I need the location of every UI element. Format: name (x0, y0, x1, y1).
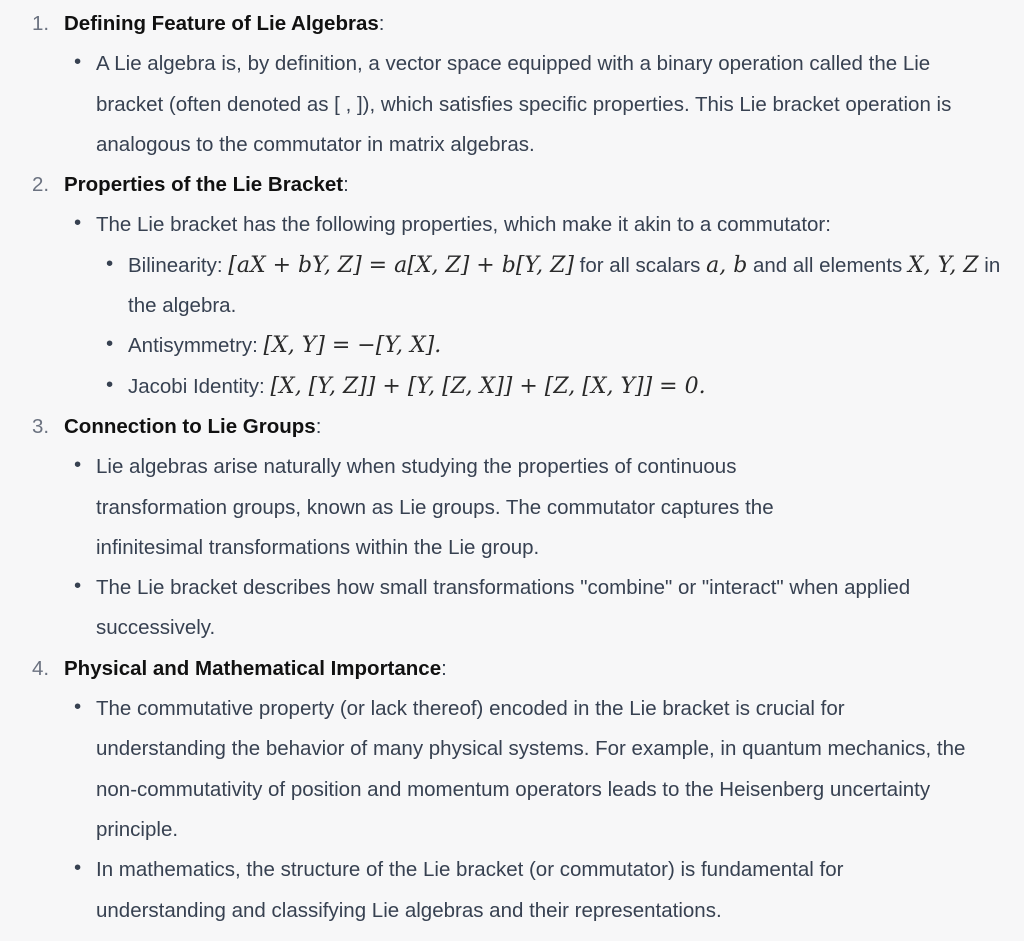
property-text: for all scalars (573, 253, 707, 277)
sub-bullet-jacobi (64, 367, 1024, 407)
property-text: and all elements (747, 253, 908, 277)
sub-bullet-list (64, 246, 1024, 407)
section-number: 3. (32, 414, 50, 438)
bullet-item: • The commutative property (or lack thereof) encoded in the Lie bracket is crucial for understanding the behavior of many physical systems. For example, in quantum mechanics, the non-commutativity of position and momentum operators leads to the Heisenberg uncertainty principle. (64, 689, 1024, 850)
bullet-list (64, 44, 1024, 165)
sub-bullet-antisymmetry (64, 326, 1024, 366)
bullet-item (64, 205, 1024, 406)
bullet-item: • A Lie algebra is, by definition, a vector space equipped with a binary operation called the Lie bracket (often denoted as [ , ]), which satisfies specific properties. This Lie bracket operation is analogous to the commutator in matrix algebras. (64, 44, 1024, 165)
bullet-item: • Lie algebras arise naturally when studying the properties of continuous transformation groups, known as Lie groups. The commutator captures the infinitesimal transformations within the Lie group. (64, 447, 1024, 568)
property-label: Antisymmetry: (128, 334, 264, 358)
section-number: 4. (32, 656, 50, 680)
section-4 (0, 649, 1024, 931)
section-number: 2. (32, 173, 50, 197)
bullet-list (64, 447, 1024, 648)
section-2 (0, 165, 1024, 407)
heading-colon: : (315, 414, 322, 438)
elements-formula: X, Y, Z (907, 252, 979, 278)
section-title: Properties of the Lie Bracket (64, 173, 344, 197)
bilinearity-formula: [aX + bY, Z] = a[X, Z] + b[Y, Z] (228, 252, 574, 278)
bullet-item: • The Lie bracket describes how small transformations "combine" or "interact" when applied successively. (64, 568, 1024, 649)
jacobi-formula: [X, [Y, Z]] + [Y, [Z, X]] + [Z, [X, Y]] = 0. (270, 373, 706, 399)
section-title: Physical and Mathematical Importance (64, 656, 442, 680)
sub-bullet-bilinearity (64, 246, 1024, 327)
scalars-formula: a, b (706, 252, 748, 278)
section-heading (64, 165, 1024, 205)
heading-colon: : (343, 173, 349, 197)
section-title: Connection to Lie Groups (64, 414, 316, 438)
bullet-list (64, 689, 1024, 931)
section-number: 1. (32, 12, 50, 35)
bullet-item: • In mathematics, the structure of the Lie bracket (or commutator) is fundamental for understanding and classifying Lie algebras and their representations. (64, 850, 1024, 931)
section-1 (0, 4, 1024, 165)
section-3 (0, 407, 1024, 649)
bullet-text: The Lie bracket has the following properties, which make it akin to a commutator: (96, 213, 831, 237)
section-heading (64, 649, 1024, 689)
heading-colon: : (378, 12, 385, 35)
bullet-list (64, 205, 1024, 406)
section-heading (64, 407, 1024, 447)
property-label: Jacobi Identity: (128, 374, 271, 398)
property-label: Bilinearity: (128, 253, 229, 277)
section-heading (64, 4, 1024, 44)
antisymmetry-formula: [X, Y] = −[Y, X]. (263, 333, 442, 359)
section-title: Defining Feature of Lie Algebras (64, 12, 379, 35)
heading-colon: : (441, 656, 447, 680)
property-text: in the algebra. (128, 253, 1001, 318)
